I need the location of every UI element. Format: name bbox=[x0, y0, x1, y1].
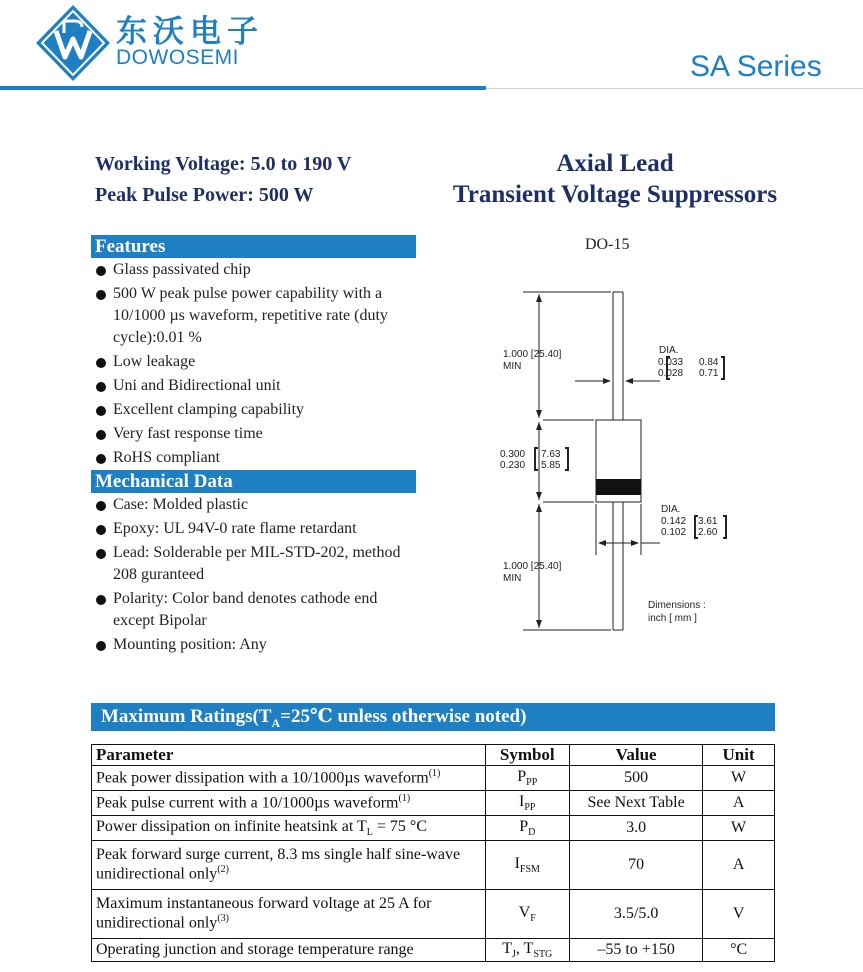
lead-diameter-max: 0.033 bbox=[658, 357, 684, 368]
ratings-heading-tail: =25℃ unless otherwise noted) bbox=[280, 706, 527, 727]
mechanical-item: Epoxy: UL 94V-0 rate flame retardant bbox=[95, 518, 420, 540]
body-length-mm-min: 5.85 bbox=[541, 460, 561, 471]
feature-item: Excellent clamping capability bbox=[95, 399, 420, 421]
mechanical-item: Lead: Solderable per MIL-STD-202, method 208 guranteed bbox=[95, 542, 420, 586]
col-symbol-header: Symbol bbox=[485, 745, 569, 766]
mechanical-data-list bbox=[95, 494, 420, 658]
symbol-cell bbox=[485, 791, 569, 816]
header-accent-line bbox=[0, 86, 486, 90]
feature-item: 500 W peak pulse power capability with a 10/1000 µs waveform, repetitive rate (duty cycle):0.01 % bbox=[95, 283, 420, 349]
note-ref: (2) bbox=[217, 864, 229, 876]
series-title: SA Series bbox=[690, 50, 822, 83]
ratings-heading-sub: A bbox=[271, 715, 281, 730]
dimensions-note: Dimensions : bbox=[648, 600, 706, 611]
symbol-text: T bbox=[502, 939, 512, 957]
maximum-ratings-table bbox=[91, 744, 775, 962]
parameter-text: Power dissipation on infinite heatsink at T bbox=[96, 817, 367, 835]
body-diameter-max: 0.142 bbox=[661, 516, 687, 527]
dimensions-units-note: inch [ mm ] bbox=[648, 613, 697, 624]
body-diameter-label: DIA. bbox=[661, 504, 681, 515]
parameter-text: Peak forward surge current, 8.3 ms single half sine-wave unidirectional only bbox=[96, 846, 461, 883]
company-logo-icon bbox=[34, 3, 112, 83]
value-cell: 3.0 bbox=[570, 816, 703, 841]
features-heading: Features bbox=[91, 235, 416, 258]
lead-diameter-mm-min: 0.71 bbox=[699, 368, 719, 379]
parameter-cell bbox=[92, 890, 486, 939]
lead-diameter-mm-max: 0.84 bbox=[699, 357, 719, 368]
peak-power-spec: Peak Pulse Power: 500 W bbox=[95, 184, 314, 206]
symbol-cell bbox=[485, 841, 569, 890]
note-ref: (1) bbox=[428, 768, 441, 780]
ratings-heading-text: Maximum Ratings(T bbox=[101, 706, 272, 727]
body-diameter-min: 0.102 bbox=[661, 527, 687, 538]
symbol-text: I bbox=[519, 792, 525, 810]
body-diameter-mm-min: 2.60 bbox=[698, 527, 718, 538]
symbol-sub: FSM bbox=[519, 864, 540, 876]
symbol-text: I bbox=[514, 854, 520, 872]
col-unit-header: Unit bbox=[703, 745, 775, 766]
parameter-text: Peak power dissipation with a 10/1000µs waveform bbox=[96, 769, 429, 787]
symbol-sub: F bbox=[530, 913, 536, 925]
parameter-tail: = 75 °C bbox=[372, 817, 427, 835]
parameter-text: Peak pulse current with a 10/1000µs waveform bbox=[96, 794, 399, 812]
product-title-line2: Transient Voltage Suppressors bbox=[452, 181, 778, 208]
table-row bbox=[92, 841, 775, 890]
symbol-sub2: STG bbox=[533, 949, 553, 961]
table-header-row bbox=[92, 745, 775, 766]
symbol-cell bbox=[485, 890, 569, 939]
header-divider-line bbox=[486, 88, 863, 89]
symbol-mid: , T bbox=[515, 939, 534, 957]
unit-cell: A bbox=[703, 841, 775, 890]
symbol-text: P bbox=[519, 817, 529, 835]
parameter-cell bbox=[92, 766, 486, 791]
symbol-sub: PP bbox=[524, 802, 536, 814]
feature-item: Uni and Bidirectional unit bbox=[95, 375, 420, 397]
unit-cell: W bbox=[703, 816, 775, 841]
feature-item: RoHS compliant bbox=[95, 447, 420, 469]
parameter-cell bbox=[92, 816, 486, 841]
top-lead-min-label: MIN bbox=[503, 361, 522, 372]
parameter-text: Maximum instantaneous forward voltage at 25 A for unidirectional only bbox=[96, 895, 432, 932]
value-cell: 500 bbox=[570, 766, 703, 791]
unit-cell: W bbox=[703, 766, 775, 791]
col-value-header: Value bbox=[570, 745, 703, 766]
feature-item: Very fast response time bbox=[95, 423, 420, 445]
body-length-mm-max: 7.63 bbox=[541, 449, 561, 460]
symbol-text: V bbox=[518, 903, 531, 921]
symbol-cell bbox=[485, 816, 569, 841]
mechanical-data-heading: Mechanical Data bbox=[91, 470, 416, 493]
parameter-cell bbox=[92, 939, 486, 962]
lead-diameter-min: 0.028 bbox=[658, 368, 684, 379]
table-row bbox=[92, 890, 775, 939]
body-diameter-mm-max: 3.61 bbox=[698, 516, 718, 527]
value-cell: –55 to +150 bbox=[570, 939, 703, 962]
value-cell: 3.5/5.0 bbox=[570, 890, 703, 939]
product-title-line1: Axial Lead bbox=[556, 150, 674, 177]
package-name: DO-15 bbox=[585, 236, 630, 253]
body-length-max: 0.300 bbox=[500, 449, 526, 460]
mechanical-item: Mounting position: Any bbox=[95, 634, 420, 656]
symbol-sub: PP bbox=[526, 777, 538, 789]
symbol-text: P bbox=[517, 767, 527, 785]
parameter-text: Operating junction and storage temperature range bbox=[96, 941, 414, 958]
maximum-ratings-heading bbox=[91, 703, 775, 731]
unit-cell: V bbox=[703, 890, 775, 939]
feature-item: Glass passivated chip bbox=[95, 259, 420, 281]
lead-diameter-label: DIA. bbox=[659, 345, 679, 356]
feature-item: Low leakage bbox=[95, 351, 420, 373]
unit-cell: A bbox=[703, 791, 775, 816]
symbol-cell bbox=[485, 766, 569, 791]
brand-name-english: DOWOSEMI bbox=[116, 46, 239, 69]
unit-cell: °C bbox=[703, 939, 775, 962]
value-cell: 70 bbox=[570, 841, 703, 890]
symbol-cell bbox=[485, 939, 569, 962]
bottom-lead-min-label: MIN bbox=[503, 573, 522, 584]
table-row bbox=[92, 939, 775, 962]
features-list bbox=[95, 259, 420, 471]
note-ref: (3) bbox=[217, 913, 229, 925]
body-length-min: 0.230 bbox=[500, 460, 526, 471]
table-row bbox=[92, 816, 775, 841]
table-row bbox=[92, 766, 775, 791]
value-cell: See Next Table bbox=[570, 791, 703, 816]
mechanical-item: Case: Molded plastic bbox=[95, 494, 420, 516]
parameter-cell bbox=[92, 791, 486, 816]
bottom-lead-length-label: 1.000 [25.40] bbox=[503, 561, 562, 572]
top-lead-length-label: 1.000 [25.40] bbox=[503, 349, 562, 360]
table-row bbox=[92, 791, 775, 816]
parameter-cell bbox=[92, 841, 486, 890]
working-voltage-spec: Working Voltage: 5.0 to 190 V bbox=[95, 153, 352, 175]
parameter-sub: L bbox=[366, 827, 373, 839]
symbol-sub: J bbox=[512, 949, 516, 961]
package-outline-diagram bbox=[495, 280, 755, 640]
symbol-sub: D bbox=[528, 827, 536, 839]
note-ref: (1) bbox=[398, 793, 411, 805]
col-parameter-header: Parameter bbox=[92, 745, 486, 766]
mechanical-item: Polarity: Color band denotes cathode end except Bipolar bbox=[95, 588, 420, 632]
brand-name-chinese: 东沃电子 bbox=[116, 14, 264, 50]
